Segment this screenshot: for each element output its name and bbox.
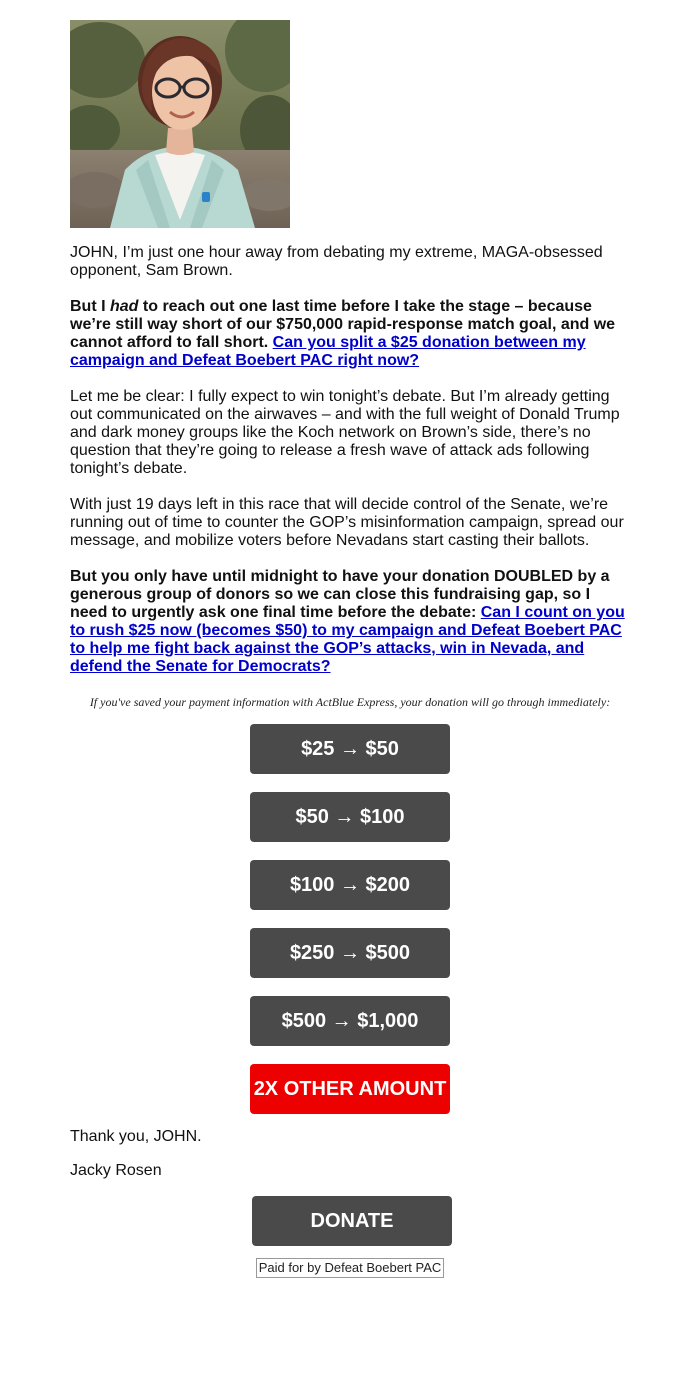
donate-100-button[interactable]: $100 → $200	[250, 860, 450, 910]
donation-link-split[interactable]: Can you split a $25 donation between my campaign and Defeat Boebert PAC right now?	[70, 334, 586, 369]
signoff-thanks: Thank you, JOHN.	[70, 1128, 202, 1145]
donation-buttons	[70, 724, 630, 1128]
donate-button[interactable]: DONATE	[252, 1196, 452, 1246]
ask-1-emphasis: had	[110, 298, 139, 315]
disclaimer-wrap	[70, 1258, 630, 1278]
donate-250-button[interactable]: $250 → $500	[250, 928, 450, 978]
ask-1-text-a: But I	[70, 298, 110, 315]
paragraph-intro: JOHN, I’m just one hour away from debating my extreme, MAGA-obsessed opponent, Sam Brown.	[70, 244, 603, 279]
donation-link-rush[interactable]: Can I count on you to rush $25 now (becomes $50) to my campaign and Defeat Boebert PAC to help me fight back against the GOP’s attacks, win in Nevada, and defend the Senate for Democrats?	[70, 604, 625, 675]
paragraph-ask-1	[70, 298, 630, 370]
candidate-portrait	[70, 20, 290, 228]
paid-for-disclaimer: Paid for by Defeat Boebert PAC	[256, 1258, 445, 1278]
email-body	[70, 20, 630, 1278]
signoff-name: Jacky Rosen	[70, 1162, 162, 1179]
donate-500-button[interactable]: $500 → $1,000	[250, 996, 450, 1046]
ask-1-text-b: to reach out one last time before I take the stage – because we’re still way short of our $750,000 rapid-response match goal, and we cannot afford to fall short.	[70, 298, 616, 351]
actblue-express-note: If you've saved your payment information with ActBlue Express, your donation will go through immediately:	[89, 695, 611, 709]
donate-50-button[interactable]: $50 → $100	[250, 792, 450, 842]
paragraph-ask-2	[70, 568, 630, 676]
donate-25-button[interactable]: $25 → $50	[250, 724, 450, 774]
donate-other-amount-button[interactable]: 2X OTHER AMOUNT	[250, 1064, 450, 1114]
portrait-image	[70, 20, 290, 228]
paragraph-debate: Let me be clear: I fully expect to win tonight’s debate. But I’m already getting out communicated on the airwaves – and with the full weight of Donald Trump and dark money groups like the Koch network on Brown’s side, there’s no question that they’re going to release a fresh wave of attack ads following tonight’s debate.	[70, 388, 620, 477]
paragraph-deadline: With just 19 days left in this race that will decide control of the Senate, we’re running out of time to counter the GOP’s misinformation campaign, spread our message, and mobilize voters before Nevadans start casting their ballots.	[70, 496, 624, 549]
ask-2-text: But you only have until midnight to have your donation DOUBLED by a generous group of donors so we can close this fundraising gap, so I need to urgently ask one final time before the debate:	[70, 568, 610, 621]
